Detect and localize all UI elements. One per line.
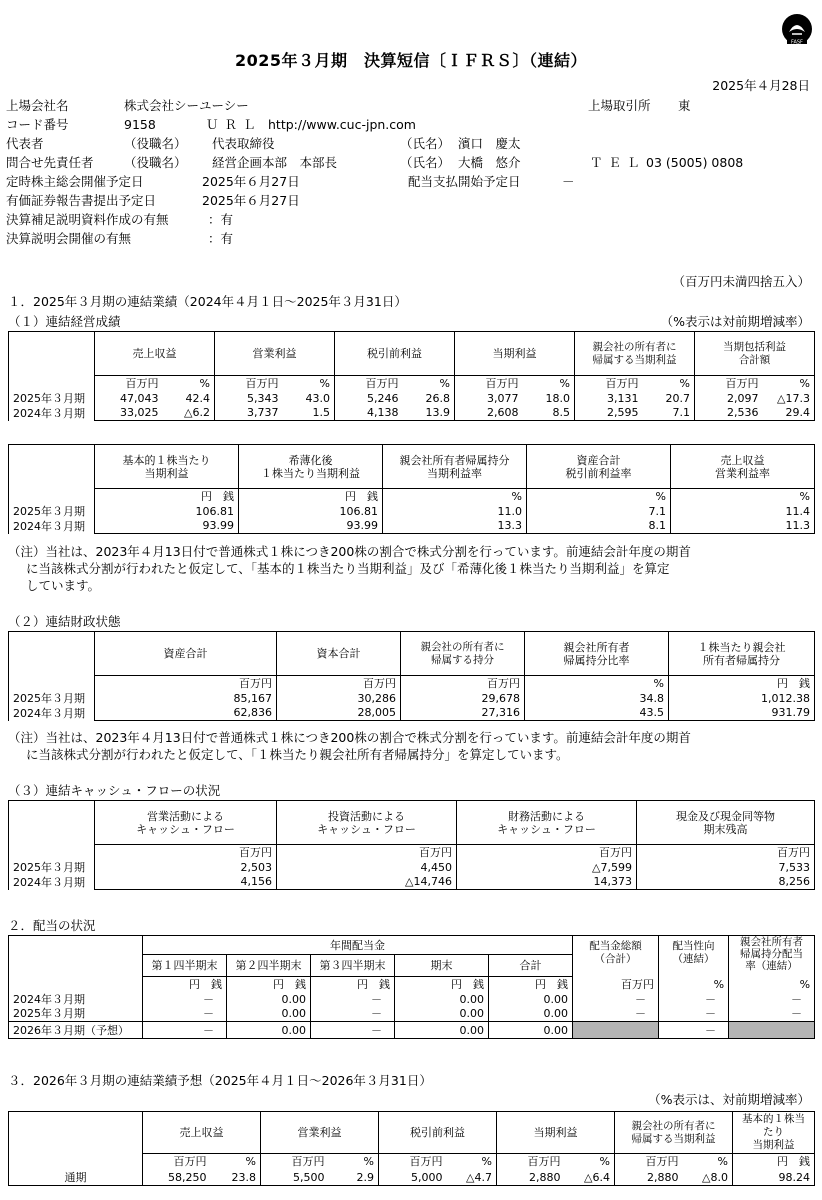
header-roe: 親会社所有者帰属持分 当期利益率 bbox=[383, 445, 527, 489]
unit-label: % bbox=[565, 1154, 615, 1170]
agm-label: 定時株主総会開催予定日 bbox=[6, 174, 144, 189]
cell: 3,737 bbox=[215, 406, 283, 421]
unit-label: 円 銭 bbox=[227, 977, 311, 992]
unit-label: % bbox=[729, 977, 815, 992]
unit-label: 百万円 bbox=[615, 1154, 683, 1170]
cell: － bbox=[659, 1022, 729, 1039]
header-dividend-total: 配当金総額 （合計） bbox=[573, 936, 659, 977]
cell: － bbox=[311, 992, 395, 1007]
table-row bbox=[9, 519, 815, 534]
code-label: コード番号 bbox=[6, 117, 69, 132]
cell: 3,077 bbox=[455, 391, 523, 406]
rep-name: 濱口 慶太 bbox=[458, 136, 521, 151]
note-1 bbox=[8, 543, 814, 594]
unit-label: 百万円 bbox=[401, 676, 525, 691]
cell: 93.99 bbox=[95, 519, 239, 534]
table-row bbox=[9, 992, 815, 1007]
dividend-start-label: 配当支払開始予定日 bbox=[408, 174, 521, 189]
table-row bbox=[9, 391, 815, 406]
table-row bbox=[9, 1007, 815, 1022]
unit-label: % bbox=[659, 977, 729, 992]
contact-label: 問合せ先責任者 bbox=[6, 155, 94, 170]
header-year-end: 期末 bbox=[395, 955, 489, 977]
unit-label: % bbox=[523, 376, 575, 391]
rep-name-label: （氏名） bbox=[400, 136, 451, 151]
cell: 43.0 bbox=[283, 391, 335, 406]
cell: 0.00 bbox=[489, 1022, 573, 1039]
unit-label: 百万円 bbox=[335, 376, 403, 391]
row-label: 2025年３月期 bbox=[9, 860, 95, 875]
cell: 931.79 bbox=[669, 706, 815, 721]
section2-title: ２．配当の状況 bbox=[8, 918, 96, 933]
cell: △4.7 bbox=[447, 1170, 497, 1186]
note-1-line: （注）当社は、2023年４月13日付で普通株式１株につき200株の割合で株式分割を行っています。前連結会計年度の期首 bbox=[8, 544, 691, 559]
report-date-value: 2025年６月27日 bbox=[202, 193, 300, 208]
row-label: 2026年３月期（予想） bbox=[9, 1022, 143, 1039]
unit-label: % bbox=[403, 376, 455, 391]
table-row bbox=[9, 504, 815, 519]
cell: － bbox=[311, 1007, 395, 1022]
section1-sub2: （２）連結財政状態 bbox=[8, 614, 121, 629]
note-1-line: しています。 bbox=[26, 578, 101, 593]
unit-label: % bbox=[525, 676, 669, 691]
header-total-assets: 資産合計 bbox=[95, 632, 277, 676]
unit-label: 百万円 bbox=[95, 676, 277, 691]
cell: 0.00 bbox=[227, 1007, 311, 1022]
cell: － bbox=[659, 992, 729, 1007]
cell: 20.7 bbox=[643, 391, 695, 406]
unit-label: 百万円 bbox=[497, 1154, 565, 1170]
table-row bbox=[9, 691, 815, 706]
unit-label: % bbox=[763, 376, 815, 391]
header-diluted-eps: 希薄化後 １株当たり当期利益 bbox=[239, 445, 383, 489]
document-title: 2025年３月期 決算短信〔ＩＦＲＳ〕（連結） bbox=[234, 51, 588, 70]
contact-position-label: （役職名） bbox=[124, 155, 187, 170]
section3-note: （%表示は、対前期増減率） bbox=[648, 1092, 810, 1107]
cell: 2,880 bbox=[497, 1170, 565, 1186]
unit-label: 円 銭 bbox=[239, 489, 383, 504]
supplement-value: ：有 bbox=[208, 212, 234, 227]
unit-label: 百万円 bbox=[455, 376, 523, 391]
unit-row bbox=[9, 376, 815, 391]
cell: 0.00 bbox=[489, 992, 573, 1007]
cell: 23.8 bbox=[211, 1170, 261, 1186]
cell: 5,343 bbox=[215, 391, 283, 406]
unit-label: 円 銭 bbox=[143, 977, 227, 992]
header-q3: 第３四半期末 bbox=[311, 955, 395, 977]
header-investing-cf: 投資活動による キャッシュ・フロー bbox=[277, 801, 457, 845]
cell: 4,156 bbox=[95, 875, 277, 890]
unit-label: 円 銭 bbox=[669, 676, 815, 691]
url-label: ＵＲＬ bbox=[206, 117, 262, 132]
contact-name: 大橋 悠介 bbox=[458, 155, 521, 170]
header-net-profit: 当期利益 bbox=[497, 1112, 615, 1154]
cell: － bbox=[659, 1007, 729, 1022]
cell: 0.00 bbox=[395, 992, 489, 1007]
row-label: 2024年３月期 bbox=[9, 875, 95, 890]
unit-label: 百万円 bbox=[261, 1154, 329, 1170]
note-2 bbox=[8, 729, 814, 763]
section1-sub1: （１）連結経営成績 bbox=[8, 314, 121, 329]
supplement-label: 決算補足説明資料作成の有無 bbox=[6, 212, 169, 227]
cell: 18.0 bbox=[523, 391, 575, 406]
unit-label: % bbox=[683, 1154, 733, 1170]
cell: △7,599 bbox=[457, 860, 637, 875]
header-revenue: 売上収益 bbox=[143, 1112, 261, 1154]
unit-label: 百万円 bbox=[637, 845, 815, 860]
cell: － bbox=[143, 992, 227, 1007]
cell: 3,131 bbox=[575, 391, 643, 406]
header-net-profit: 当期利益 bbox=[455, 332, 575, 376]
unit-label: % bbox=[671, 489, 815, 504]
cell: △6.2 bbox=[163, 406, 215, 421]
cell: 93.99 bbox=[239, 519, 383, 534]
unit-label: % bbox=[643, 376, 695, 391]
header-roa: 資産合計 税引前利益率 bbox=[527, 445, 671, 489]
row-label: 2025年３月期 bbox=[9, 691, 95, 706]
cell: － bbox=[573, 1007, 659, 1022]
header-financing-cf: 財務活動による キャッシュ・フロー bbox=[457, 801, 637, 845]
header-bps: １株当たり親会社 所有者帰属持分 bbox=[669, 632, 815, 676]
code: 9158 bbox=[124, 117, 156, 132]
cell: 30,286 bbox=[277, 691, 401, 706]
tel: 03 (5005) 0808 bbox=[646, 155, 744, 170]
unit-label: % bbox=[163, 376, 215, 391]
unit-label: 百万円 bbox=[277, 676, 401, 691]
header-dividend-equity-ratio: 親会社所有者 帰属持分配当 率（連結） bbox=[729, 936, 815, 977]
cell: － bbox=[729, 992, 815, 1007]
note-2-line: （注）当社は、2023年４月13日付で普通株式１株につき200株の割合で株式分割を行っています。前連結会計年度の期首 bbox=[8, 730, 691, 745]
cell: 7,533 bbox=[637, 860, 815, 875]
row-label: 2024年３月期 bbox=[9, 519, 95, 534]
unit-label: 円 銭 bbox=[733, 1154, 815, 1170]
unit-label: 百万円 bbox=[215, 376, 283, 391]
header-annual-dividend: 年間配当金 bbox=[143, 936, 573, 955]
cell: 5,500 bbox=[261, 1170, 329, 1186]
row-label: 2024年３月期 bbox=[9, 992, 143, 1007]
unit-label: 円 銭 bbox=[489, 977, 573, 992]
header-basic-eps: 基本的１株当たり 当期利益 bbox=[95, 445, 239, 489]
unit-label: % bbox=[283, 376, 335, 391]
unit-label: 円 銭 bbox=[95, 489, 239, 504]
dividend-table bbox=[8, 935, 815, 1039]
cash-flow-table bbox=[8, 800, 815, 890]
exchange: 東 bbox=[678, 98, 691, 113]
cell: 11.4 bbox=[671, 504, 815, 519]
unit-label: 百万円 bbox=[573, 977, 659, 992]
cell: 13.3 bbox=[383, 519, 527, 534]
cell: 62,836 bbox=[95, 706, 277, 721]
cell: － bbox=[143, 1007, 227, 1022]
report-label: 有価証券報告書提出予定日 bbox=[6, 193, 157, 208]
header-q2: 第２四半期末 bbox=[227, 955, 311, 977]
cell: 7.1 bbox=[643, 406, 695, 421]
table-row bbox=[9, 875, 815, 890]
contact-name-label: （氏名） bbox=[400, 155, 451, 170]
operating-results-table bbox=[8, 331, 815, 421]
table-row bbox=[9, 860, 815, 875]
cell: △14,746 bbox=[277, 875, 457, 890]
header-q1: 第１四半期末 bbox=[143, 955, 227, 977]
unit-label: 百万円 bbox=[379, 1154, 447, 1170]
section1-sub1-note: （%表示は対前期増減率） bbox=[660, 314, 810, 329]
unit-label: 百万円 bbox=[575, 376, 643, 391]
header-basic-eps: 基本的１株当たり 当期利益 bbox=[733, 1112, 815, 1154]
header-cash-end: 現金及び現金同等物 期末残高 bbox=[637, 801, 815, 845]
cell: 98.24 bbox=[733, 1170, 815, 1186]
cell: 106.81 bbox=[95, 504, 239, 519]
rep-position: 代表取締役 bbox=[212, 136, 275, 151]
cell: △6.4 bbox=[565, 1170, 615, 1186]
cell: 4,138 bbox=[335, 406, 403, 421]
cell: 0.00 bbox=[489, 1007, 573, 1022]
unit-label: % bbox=[383, 489, 527, 504]
cell: 33,025 bbox=[95, 406, 163, 421]
header-operating-profit: 営業利益 bbox=[215, 332, 335, 376]
company-url[interactable]: http://www.cuc-jpn.com bbox=[268, 117, 416, 132]
financial-position-table bbox=[8, 631, 815, 721]
cell: 0.00 bbox=[227, 1022, 311, 1039]
cell: 0.00 bbox=[227, 992, 311, 1007]
unit-label: 百万円 bbox=[143, 1154, 211, 1170]
unit-label: % bbox=[211, 1154, 261, 1170]
table-row bbox=[9, 1022, 815, 1039]
cell: 14,373 bbox=[457, 875, 637, 890]
cell bbox=[729, 1022, 815, 1039]
report-date: 2025年４月28日 bbox=[712, 78, 810, 93]
cell: 8,256 bbox=[637, 875, 815, 890]
unit-label: 円 銭 bbox=[311, 977, 395, 992]
table-row bbox=[9, 1170, 815, 1186]
header-revenue: 売上収益 bbox=[95, 332, 215, 376]
cell: 106.81 bbox=[239, 504, 383, 519]
cell: △8.0 bbox=[683, 1170, 733, 1186]
header-equity-ratio: 親会社所有者 帰属持分比率 bbox=[525, 632, 669, 676]
dividend-start: － bbox=[562, 174, 575, 189]
representative-label: 代表者 bbox=[6, 136, 44, 151]
row-label: 2025年３月期 bbox=[9, 1007, 143, 1022]
section1-sub3: （３）連結キャッシュ・フローの状況 bbox=[8, 783, 221, 798]
cell: － bbox=[729, 1007, 815, 1022]
cell: 27,316 bbox=[401, 706, 525, 721]
cell: 47,043 bbox=[95, 391, 163, 406]
cell: 2,595 bbox=[575, 406, 643, 421]
unit-label: 百万円 bbox=[695, 376, 763, 391]
unit-label: 百万円 bbox=[95, 845, 277, 860]
cell: 28,005 bbox=[277, 706, 401, 721]
cell: 11.3 bbox=[671, 519, 815, 534]
cell: 7.1 bbox=[527, 504, 671, 519]
briefing-label: 決算説明会開催の有無 bbox=[6, 231, 132, 246]
cell: 43.5 bbox=[525, 706, 669, 721]
briefing-value: ：有 bbox=[208, 231, 234, 246]
header-total: 合計 bbox=[489, 955, 573, 977]
header-pretax-profit: 税引前利益 bbox=[379, 1112, 497, 1154]
cell: 8.1 bbox=[527, 519, 671, 534]
svg-text:FASF: FASF bbox=[791, 39, 803, 46]
header-operating-cf: 営業活動による キャッシュ・フロー bbox=[95, 801, 277, 845]
cell: 2,536 bbox=[695, 406, 763, 421]
cell: 1,012.38 bbox=[669, 691, 815, 706]
header-operating-margin: 売上収益 営業利益率 bbox=[671, 445, 815, 489]
row-label: 2025年３月期 bbox=[9, 504, 95, 519]
header-profit-attributable: 親会社の所有者に 帰属する当期利益 bbox=[575, 332, 695, 376]
cell: △17.3 bbox=[763, 391, 815, 406]
header-comprehensive-income: 当期包括利益 合計額 bbox=[695, 332, 815, 376]
rounding-note: （百万円未満四捨五入） bbox=[672, 274, 810, 289]
cell: 0.00 bbox=[395, 1022, 489, 1039]
section1-title: １．2025年３月期の連結業績（2024年４月１日～2025年３月31日） bbox=[8, 294, 407, 309]
cell: 58,250 bbox=[143, 1170, 211, 1186]
rep-position-label: （役職名） bbox=[124, 136, 187, 151]
header-total-equity: 資本合計 bbox=[277, 632, 401, 676]
table-row bbox=[9, 706, 815, 721]
exchange-label: 上場取引所 bbox=[588, 98, 651, 113]
unit-label: % bbox=[527, 489, 671, 504]
cell: － bbox=[573, 992, 659, 1007]
per-share-table bbox=[8, 444, 815, 534]
cell: 2,608 bbox=[455, 406, 523, 421]
unit-label: 百万円 bbox=[95, 376, 163, 391]
note-1-line: に当該株式分割が行われたと仮定して、「基本的１株当たり当期利益」及び「希薄化後１株当たり当期利益」を算定 bbox=[26, 561, 670, 576]
tel-label: ＴＥＬ bbox=[590, 155, 646, 170]
cell: 5,000 bbox=[379, 1170, 447, 1186]
cell: 0.00 bbox=[395, 1007, 489, 1022]
cell: 4,450 bbox=[277, 860, 457, 875]
table-header-row bbox=[9, 332, 815, 376]
agm-date: 2025年６月27日 bbox=[202, 174, 300, 189]
listed-company: 株式会社シーユーシー bbox=[124, 98, 249, 113]
cell: 2,880 bbox=[615, 1170, 683, 1186]
cell: 2.9 bbox=[329, 1170, 379, 1186]
row-label: 2024年３月期 bbox=[9, 706, 95, 721]
header-payout-ratio: 配当性向 （連結） bbox=[659, 936, 729, 977]
cell: － bbox=[143, 1022, 227, 1039]
section3-title: ３．2026年３月期の連結業績予想（2025年４月１日～2026年３月31日） bbox=[8, 1073, 432, 1088]
unit-label: 百万円 bbox=[277, 845, 457, 860]
cell: 11.0 bbox=[383, 504, 527, 519]
row-label: 2024年３月期 bbox=[9, 406, 95, 421]
cell: 29,678 bbox=[401, 691, 525, 706]
forecast-table bbox=[8, 1111, 815, 1186]
header-operating-profit: 営業利益 bbox=[261, 1112, 379, 1154]
cell: 42.4 bbox=[163, 391, 215, 406]
unit-label: 円 銭 bbox=[395, 977, 489, 992]
cell: 85,167 bbox=[95, 691, 277, 706]
unit-label: % bbox=[447, 1154, 497, 1170]
cell: 34.8 bbox=[525, 691, 669, 706]
listed-company-label: 上場会社名 bbox=[6, 98, 69, 113]
cell: 2,503 bbox=[95, 860, 277, 875]
note-2-line: に当該株式分割が行われたと仮定して、「１株当たり親会社所有者帰属持分」を算定しています。 bbox=[26, 747, 569, 762]
cell: 1.5 bbox=[283, 406, 335, 421]
cell: － bbox=[311, 1022, 395, 1039]
unit-label: % bbox=[329, 1154, 379, 1170]
row-label: 2025年３月期 bbox=[9, 391, 95, 406]
header-profit-attributable: 親会社の所有者に 帰属する当期利益 bbox=[615, 1112, 733, 1154]
fasf-logo bbox=[781, 12, 813, 48]
cell: 8.5 bbox=[523, 406, 575, 421]
cell: 13.9 bbox=[403, 406, 455, 421]
cell bbox=[573, 1022, 659, 1039]
contact-position: 経営企画本部 本部長 bbox=[212, 155, 338, 170]
row-label: 通期 bbox=[9, 1170, 143, 1186]
header-equity-attributable: 親会社の所有者に 帰属する持分 bbox=[401, 632, 525, 676]
table-row bbox=[9, 406, 815, 421]
unit-label: 百万円 bbox=[457, 845, 637, 860]
cell: 26.8 bbox=[403, 391, 455, 406]
cell: 29.4 bbox=[763, 406, 815, 421]
cell: 5,246 bbox=[335, 391, 403, 406]
header-pretax-profit: 税引前利益 bbox=[335, 332, 455, 376]
cell: 2,097 bbox=[695, 391, 763, 406]
